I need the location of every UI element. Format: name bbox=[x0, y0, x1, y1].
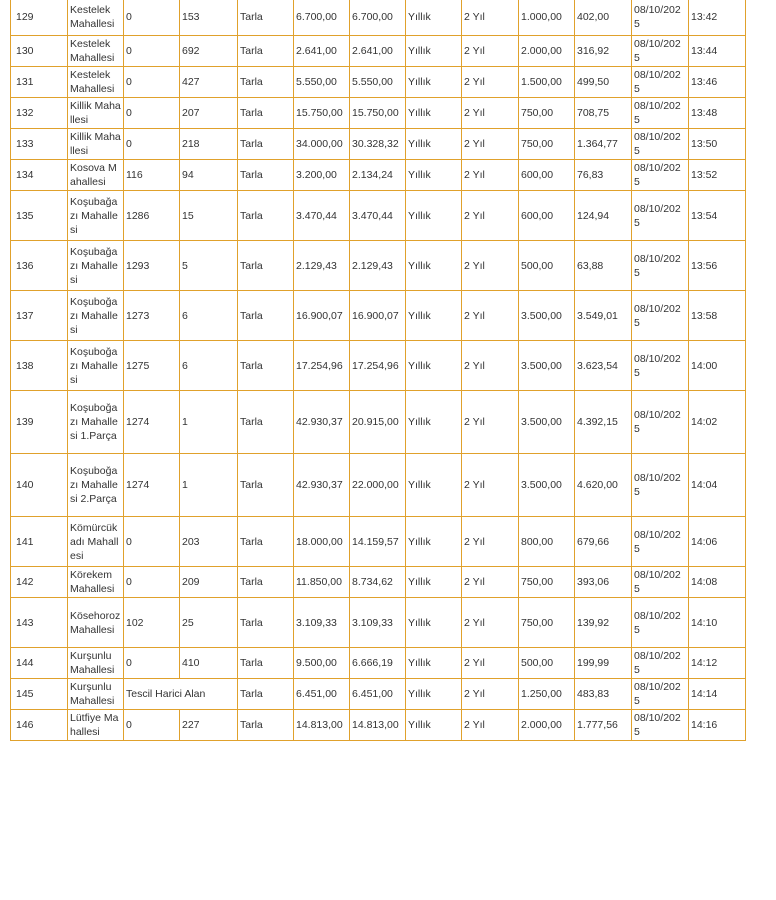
time-cell: 14:12 bbox=[689, 648, 746, 679]
parcel-cell: 410 bbox=[180, 648, 238, 679]
time-cell: 14:16 bbox=[689, 710, 746, 741]
total-area-cell: 17.254,96 bbox=[294, 341, 350, 391]
total-area-cell: 34.000,00 bbox=[294, 129, 350, 160]
neighborhood-cell: Kestelek Mahallesi bbox=[68, 36, 124, 67]
duration-cell: 2 Yıl bbox=[462, 160, 519, 191]
block-cell: 0 bbox=[124, 517, 180, 567]
duration-cell: 2 Yıl bbox=[462, 679, 519, 710]
neighborhood-cell: Koşuboğazı Mahallesi bbox=[68, 291, 124, 341]
land-type-cell: Tarla bbox=[238, 567, 294, 598]
total-area-cell: 14.813,00 bbox=[294, 710, 350, 741]
land-type-cell: Tarla bbox=[238, 598, 294, 648]
block-cell: 0 bbox=[124, 710, 180, 741]
leased-area-cell: 3.470,44 bbox=[350, 191, 406, 241]
total-area-cell: 18.000,00 bbox=[294, 517, 350, 567]
neighborhood-cell: Koşubağazı Mahallesi bbox=[68, 191, 124, 241]
date-cell: 08/10/2025 bbox=[632, 129, 689, 160]
time-cell: 13:48 bbox=[689, 98, 746, 129]
land-type-cell: Tarla bbox=[238, 341, 294, 391]
block-cell: 1273 bbox=[124, 291, 180, 341]
time-cell: 14:06 bbox=[689, 517, 746, 567]
unit-price-cell: 600,00 bbox=[519, 191, 575, 241]
leased-area-cell: 2.134,24 bbox=[350, 160, 406, 191]
leased-area-cell: 3.109,33 bbox=[350, 598, 406, 648]
period-type-cell: Yıllık bbox=[406, 129, 462, 160]
unit-price-cell: 750,00 bbox=[519, 129, 575, 160]
date-cell: 08/10/2025 bbox=[632, 454, 689, 517]
neighborhood-cell: Kestelek Mahallesi bbox=[68, 0, 124, 36]
date-cell: 08/10/2025 bbox=[632, 517, 689, 567]
block-cell: 0 bbox=[124, 67, 180, 98]
row-number: 135 bbox=[11, 191, 68, 241]
lease-fee-cell: 402,00 bbox=[575, 0, 632, 36]
lease-fee-cell: 63,88 bbox=[575, 241, 632, 291]
date-cell: 08/10/2025 bbox=[632, 67, 689, 98]
row-number: 137 bbox=[11, 291, 68, 341]
row-number: 145 bbox=[11, 679, 68, 710]
duration-cell: 2 Yıl bbox=[462, 391, 519, 454]
land-type-cell: Tarla bbox=[238, 241, 294, 291]
lease-fee-cell: 76,83 bbox=[575, 160, 632, 191]
block-cell: 1275 bbox=[124, 341, 180, 391]
auction-table-container bbox=[10, 0, 746, 741]
row-number: 146 bbox=[11, 710, 68, 741]
row-number: 129 bbox=[11, 0, 68, 36]
row-number: 139 bbox=[11, 391, 68, 454]
time-cell: 13:44 bbox=[689, 36, 746, 67]
total-area-cell: 6.451,00 bbox=[294, 679, 350, 710]
land-type-cell: Tarla bbox=[238, 160, 294, 191]
parcel-cell: 207 bbox=[180, 98, 238, 129]
date-cell: 08/10/2025 bbox=[632, 241, 689, 291]
land-type-cell: Tarla bbox=[238, 191, 294, 241]
duration-cell: 2 Yıl bbox=[462, 567, 519, 598]
unit-price-cell: 750,00 bbox=[519, 98, 575, 129]
leased-area-cell: 6.666,19 bbox=[350, 648, 406, 679]
duration-cell: 2 Yıl bbox=[462, 454, 519, 517]
period-type-cell: Yıllık bbox=[406, 517, 462, 567]
period-type-cell: Yıllık bbox=[406, 710, 462, 741]
land-type-cell: Tarla bbox=[238, 679, 294, 710]
unit-price-cell: 500,00 bbox=[519, 241, 575, 291]
leased-area-cell: 14.813,00 bbox=[350, 710, 406, 741]
lease-fee-cell: 679,66 bbox=[575, 517, 632, 567]
table-row bbox=[11, 191, 746, 241]
unit-price-cell: 750,00 bbox=[519, 567, 575, 598]
total-area-cell: 5.550,00 bbox=[294, 67, 350, 98]
date-cell: 08/10/2025 bbox=[632, 98, 689, 129]
leased-area-cell: 6.451,00 bbox=[350, 679, 406, 710]
duration-cell: 2 Yıl bbox=[462, 98, 519, 129]
total-area-cell: 3.109,33 bbox=[294, 598, 350, 648]
date-cell: 08/10/2025 bbox=[632, 391, 689, 454]
date-cell: 08/10/2025 bbox=[632, 598, 689, 648]
time-cell: 14:04 bbox=[689, 454, 746, 517]
land-type-cell: Tarla bbox=[238, 36, 294, 67]
date-cell: 08/10/2025 bbox=[632, 191, 689, 241]
date-cell: 08/10/2025 bbox=[632, 291, 689, 341]
table-row bbox=[11, 67, 746, 98]
block-cell: 1293 bbox=[124, 241, 180, 291]
block-cell: 0 bbox=[124, 36, 180, 67]
date-cell: 08/10/2025 bbox=[632, 0, 689, 36]
unit-price-cell: 600,00 bbox=[519, 160, 575, 191]
parcel-cell: 94 bbox=[180, 160, 238, 191]
period-type-cell: Yıllık bbox=[406, 67, 462, 98]
period-type-cell: Yıllık bbox=[406, 291, 462, 341]
total-area-cell: 3.470,44 bbox=[294, 191, 350, 241]
row-number: 142 bbox=[11, 567, 68, 598]
total-area-cell: 6.700,00 bbox=[294, 0, 350, 36]
leased-area-cell: 15.750,00 bbox=[350, 98, 406, 129]
row-number: 144 bbox=[11, 648, 68, 679]
land-type-cell: Tarla bbox=[238, 391, 294, 454]
land-type-cell: Tarla bbox=[238, 710, 294, 741]
block-cell: 0 bbox=[124, 0, 180, 36]
period-type-cell: Yıllık bbox=[406, 160, 462, 191]
unit-price-cell: 500,00 bbox=[519, 648, 575, 679]
land-type-cell: Tarla bbox=[238, 98, 294, 129]
parcel-cell: 25 bbox=[180, 598, 238, 648]
duration-cell: 2 Yıl bbox=[462, 648, 519, 679]
period-type-cell: Yıllık bbox=[406, 391, 462, 454]
lease-fee-cell: 316,92 bbox=[575, 36, 632, 67]
table-row bbox=[11, 679, 746, 710]
date-cell: 08/10/2025 bbox=[632, 341, 689, 391]
table-row bbox=[11, 710, 746, 741]
land-type-cell: Tarla bbox=[238, 648, 294, 679]
land-type-cell: Tarla bbox=[238, 0, 294, 36]
parcel-cell: 209 bbox=[180, 567, 238, 598]
duration-cell: 2 Yıl bbox=[462, 0, 519, 36]
duration-cell: 2 Yıl bbox=[462, 36, 519, 67]
neighborhood-cell: Körekem Mahallesi bbox=[68, 567, 124, 598]
lease-fee-cell: 4.392,15 bbox=[575, 391, 632, 454]
block-cell: 1274 bbox=[124, 454, 180, 517]
table-row bbox=[11, 517, 746, 567]
parcel-cell: 6 bbox=[180, 341, 238, 391]
leased-area-cell: 5.550,00 bbox=[350, 67, 406, 98]
unit-price-cell: 3.500,00 bbox=[519, 391, 575, 454]
leased-area-cell: 6.700,00 bbox=[350, 0, 406, 36]
total-area-cell: 3.200,00 bbox=[294, 160, 350, 191]
block-cell: 102 bbox=[124, 598, 180, 648]
table-body bbox=[11, 0, 746, 741]
block-cell: 0 bbox=[124, 648, 180, 679]
date-cell: 08/10/2025 bbox=[632, 36, 689, 67]
leased-area-cell: 2.641,00 bbox=[350, 36, 406, 67]
duration-cell: 2 Yıl bbox=[462, 191, 519, 241]
row-number: 134 bbox=[11, 160, 68, 191]
unit-price-cell: 3.500,00 bbox=[519, 454, 575, 517]
total-area-cell: 2.129,43 bbox=[294, 241, 350, 291]
leased-area-cell: 14.159,57 bbox=[350, 517, 406, 567]
period-type-cell: Yıllık bbox=[406, 567, 462, 598]
neighborhood-cell: Kömürcükadı Mahallesi bbox=[68, 517, 124, 567]
unit-price-cell: 1.500,00 bbox=[519, 67, 575, 98]
time-cell: 13:54 bbox=[689, 191, 746, 241]
neighborhood-cell: Kurşunlu Mahallesi bbox=[68, 679, 124, 710]
period-type-cell: Yıllık bbox=[406, 241, 462, 291]
duration-cell: 2 Yıl bbox=[462, 129, 519, 160]
leased-area-cell: 16.900,07 bbox=[350, 291, 406, 341]
land-lease-table bbox=[10, 0, 746, 741]
row-number: 130 bbox=[11, 36, 68, 67]
table-row bbox=[11, 291, 746, 341]
parcel-cell: 15 bbox=[180, 191, 238, 241]
time-cell: 14:10 bbox=[689, 598, 746, 648]
total-area-cell: 16.900,07 bbox=[294, 291, 350, 341]
table-row bbox=[11, 391, 746, 454]
lease-fee-cell: 708,75 bbox=[575, 98, 632, 129]
unit-price-cell: 2.000,00 bbox=[519, 36, 575, 67]
neighborhood-cell: Koşuboğazı Mahallesi 2.Parça bbox=[68, 454, 124, 517]
lease-fee-cell: 3.549,01 bbox=[575, 291, 632, 341]
time-cell: 13:56 bbox=[689, 241, 746, 291]
total-area-cell: 42.930,37 bbox=[294, 391, 350, 454]
table-row bbox=[11, 98, 746, 129]
parcel-cell: 227 bbox=[180, 710, 238, 741]
row-number: 143 bbox=[11, 598, 68, 648]
table-row bbox=[11, 341, 746, 391]
neighborhood-cell: Koşubağazı Mahallesi bbox=[68, 241, 124, 291]
total-area-cell: 2.641,00 bbox=[294, 36, 350, 67]
leased-area-cell: 30.328,32 bbox=[350, 129, 406, 160]
duration-cell: 2 Yıl bbox=[462, 598, 519, 648]
lease-fee-cell: 1.777,56 bbox=[575, 710, 632, 741]
parcel-cell: 6 bbox=[180, 291, 238, 341]
lease-fee-cell: 499,50 bbox=[575, 67, 632, 98]
block-cell: 0 bbox=[124, 567, 180, 598]
date-cell: 08/10/2025 bbox=[632, 648, 689, 679]
table-row bbox=[11, 0, 746, 36]
duration-cell: 2 Yıl bbox=[462, 67, 519, 98]
table-row bbox=[11, 454, 746, 517]
leased-area-cell: 22.000,00 bbox=[350, 454, 406, 517]
parcel-cell: 1 bbox=[180, 454, 238, 517]
lease-fee-cell: 4.620,00 bbox=[575, 454, 632, 517]
time-cell: 13:52 bbox=[689, 160, 746, 191]
lease-fee-cell: 1.364,77 bbox=[575, 129, 632, 160]
unit-price-cell: 800,00 bbox=[519, 517, 575, 567]
date-cell: 08/10/2025 bbox=[632, 710, 689, 741]
unregistered-area-cell: Tescil Harici Alan bbox=[124, 679, 238, 710]
land-type-cell: Tarla bbox=[238, 67, 294, 98]
unit-price-cell: 1.250,00 bbox=[519, 679, 575, 710]
row-number: 141 bbox=[11, 517, 68, 567]
row-number: 136 bbox=[11, 241, 68, 291]
total-area-cell: 11.850,00 bbox=[294, 567, 350, 598]
lease-fee-cell: 124,94 bbox=[575, 191, 632, 241]
block-cell: 1286 bbox=[124, 191, 180, 241]
unit-price-cell: 3.500,00 bbox=[519, 291, 575, 341]
lease-fee-cell: 3.623,54 bbox=[575, 341, 632, 391]
row-number: 138 bbox=[11, 341, 68, 391]
table-row bbox=[11, 598, 746, 648]
land-type-cell: Tarla bbox=[238, 291, 294, 341]
time-cell: 13:58 bbox=[689, 291, 746, 341]
unit-price-cell: 750,00 bbox=[519, 598, 575, 648]
total-area-cell: 15.750,00 bbox=[294, 98, 350, 129]
time-cell: 14:02 bbox=[689, 391, 746, 454]
parcel-cell: 427 bbox=[180, 67, 238, 98]
table-row bbox=[11, 160, 746, 191]
total-area-cell: 42.930,37 bbox=[294, 454, 350, 517]
table-row bbox=[11, 36, 746, 67]
duration-cell: 2 Yıl bbox=[462, 291, 519, 341]
date-cell: 08/10/2025 bbox=[632, 679, 689, 710]
duration-cell: 2 Yıl bbox=[462, 241, 519, 291]
row-number: 132 bbox=[11, 98, 68, 129]
parcel-cell: 153 bbox=[180, 0, 238, 36]
time-cell: 14:00 bbox=[689, 341, 746, 391]
date-cell: 08/10/2025 bbox=[632, 160, 689, 191]
neighborhood-cell: Lütfiye Mahallesi bbox=[68, 710, 124, 741]
row-number: 131 bbox=[11, 67, 68, 98]
lease-fee-cell: 393,06 bbox=[575, 567, 632, 598]
duration-cell: 2 Yıl bbox=[462, 517, 519, 567]
leased-area-cell: 20.915,00 bbox=[350, 391, 406, 454]
lease-fee-cell: 139,92 bbox=[575, 598, 632, 648]
period-type-cell: Yıllık bbox=[406, 679, 462, 710]
neighborhood-cell: Koşuboğazı Mahallesi 1.Parça bbox=[68, 391, 124, 454]
land-type-cell: Tarla bbox=[238, 454, 294, 517]
time-cell: 13:50 bbox=[689, 129, 746, 160]
total-area-cell: 9.500,00 bbox=[294, 648, 350, 679]
time-cell: 13:46 bbox=[689, 67, 746, 98]
neighborhood-cell: Killik Mahallesi bbox=[68, 98, 124, 129]
duration-cell: 2 Yıl bbox=[462, 710, 519, 741]
unit-price-cell: 2.000,00 bbox=[519, 710, 575, 741]
parcel-cell: 1 bbox=[180, 391, 238, 454]
date-cell: 08/10/2025 bbox=[632, 567, 689, 598]
leased-area-cell: 17.254,96 bbox=[350, 341, 406, 391]
parcel-cell: 692 bbox=[180, 36, 238, 67]
parcel-cell: 5 bbox=[180, 241, 238, 291]
land-type-cell: Tarla bbox=[238, 517, 294, 567]
unit-price-cell: 3.500,00 bbox=[519, 341, 575, 391]
row-number: 133 bbox=[11, 129, 68, 160]
neighborhood-cell: Kestelek Mahallesi bbox=[68, 67, 124, 98]
leased-area-cell: 8.734,62 bbox=[350, 567, 406, 598]
row-number: 140 bbox=[11, 454, 68, 517]
period-type-cell: Yıllık bbox=[406, 36, 462, 67]
unit-price-cell: 1.000,00 bbox=[519, 0, 575, 36]
block-cell: 116 bbox=[124, 160, 180, 191]
block-cell: 1274 bbox=[124, 391, 180, 454]
period-type-cell: Yıllık bbox=[406, 648, 462, 679]
table-row bbox=[11, 567, 746, 598]
period-type-cell: Yıllık bbox=[406, 341, 462, 391]
duration-cell: 2 Yıl bbox=[462, 341, 519, 391]
neighborhood-cell: Kösehoroz Mahallesi bbox=[68, 598, 124, 648]
table-row bbox=[11, 129, 746, 160]
neighborhood-cell: Kurşunlu Mahallesi bbox=[68, 648, 124, 679]
leased-area-cell: 2.129,43 bbox=[350, 241, 406, 291]
time-cell: 13:42 bbox=[689, 0, 746, 36]
neighborhood-cell: Koşuboğazı Mahallesi bbox=[68, 341, 124, 391]
lease-fee-cell: 483,83 bbox=[575, 679, 632, 710]
table-row bbox=[11, 241, 746, 291]
lease-fee-cell: 199,99 bbox=[575, 648, 632, 679]
neighborhood-cell: Kosova Mahallesi bbox=[68, 160, 124, 191]
period-type-cell: Yıllık bbox=[406, 191, 462, 241]
time-cell: 14:14 bbox=[689, 679, 746, 710]
period-type-cell: Yıllık bbox=[406, 598, 462, 648]
block-cell: 0 bbox=[124, 129, 180, 160]
parcel-cell: 218 bbox=[180, 129, 238, 160]
period-type-cell: Yıllık bbox=[406, 98, 462, 129]
table-row bbox=[11, 648, 746, 679]
time-cell: 14:08 bbox=[689, 567, 746, 598]
neighborhood-cell: Killik Mahallesi bbox=[68, 129, 124, 160]
block-cell: 0 bbox=[124, 98, 180, 129]
period-type-cell: Yıllık bbox=[406, 0, 462, 36]
period-type-cell: Yıllık bbox=[406, 454, 462, 517]
parcel-cell: 203 bbox=[180, 517, 238, 567]
land-type-cell: Tarla bbox=[238, 129, 294, 160]
